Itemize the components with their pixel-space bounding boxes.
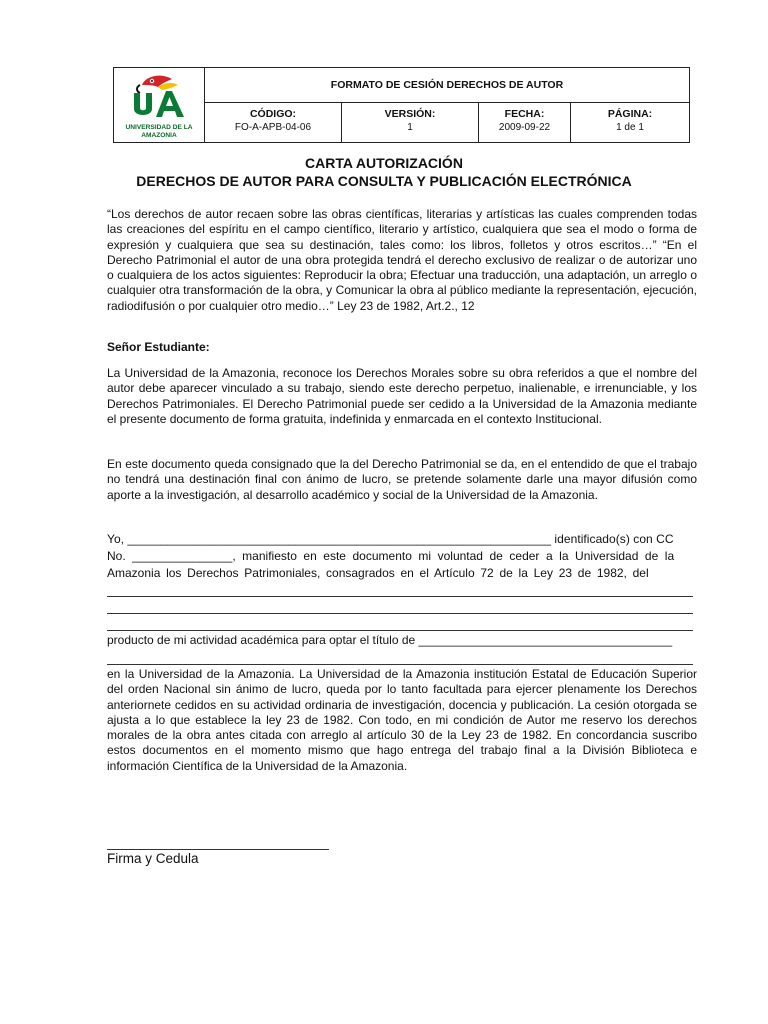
codigo-value: FO-A-APB-04-06 — [234, 122, 312, 133]
logo-caption-line2: AMAZONIA — [141, 132, 177, 139]
toucan-logo-icon — [128, 71, 190, 123]
university-logo — [114, 68, 205, 142]
fecha-cell — [479, 103, 571, 142]
fecha-value: 2009-09-22 — [498, 122, 551, 133]
version-cell — [342, 103, 479, 142]
version-label: VERSIÓN: — [384, 108, 436, 120]
paragraph-patrimonial-rights: En este documento queda consignado que la del Derecho Patrimonial se da, en el entendido de que el trabajo no tendrá una destinación final con ánimo de lucro, se pretende solamente darle una mayor difusión como aporte a la investigación, al desarrollo académico y social de la Universidad de la Amazonia. — [107, 457, 697, 502]
pagina-label: PÁGINA: — [607, 108, 653, 120]
document-header-table — [113, 67, 690, 143]
pagina-value: 1 de 1 — [616, 122, 644, 133]
form-line-titulo: producto de mi actividad académica para optar el título de ______________________________________ — [107, 633, 673, 647]
version-value: 1 — [407, 122, 413, 133]
fecha-label: FECHA: — [504, 108, 545, 120]
blank-line-3[interactable] — [107, 630, 693, 631]
salutation: Señor Estudiante: — [107, 340, 210, 354]
codigo-label: CÓDIGO: — [249, 108, 297, 120]
paragraph-moral-rights: La Universidad de la Amazonia, reconoce los Derechos Morales sobre su obra referidos a que el nombre del autor debe aparecer vinculado a su trabajo, siendo este derecho perpetuo, inalienable, e irrenunciable, y los Derechos Patrimoniales. El Derecho Patrimonial puede ser cedido a la Universidad de la Amazonia mediante el presente documento de forma gratuita, indefinida y enmarcada en el contexto Institucional. — [107, 366, 697, 426]
logo-caption — [125, 124, 192, 140]
form-title: FORMATO DE CESIÓN DERECHOS DE AUTOR — [205, 68, 689, 103]
document-subtitle: DERECHOS DE AUTOR PARA CONSULTA Y PUBLICACIÓN ELECTRÓNICA — [136, 173, 632, 189]
blank-line-4[interactable] — [107, 664, 693, 665]
pagina-cell — [571, 103, 689, 142]
blank-line-1[interactable] — [107, 596, 693, 597]
signature-line[interactable] — [107, 849, 329, 850]
logo-caption-line1: UNIVERSIDAD DE LA — [125, 124, 193, 131]
form-line-cc: No. _______________, manifiesto en este documento mi voluntad de ceder a la Universidad de la — [107, 549, 675, 563]
blank-line-2[interactable] — [107, 613, 693, 614]
codigo-cell — [205, 103, 342, 142]
paragraph-cesion: en la Universidad de la Amazonia. La Universidad de la Amazonia institución Estatal de Educación Superior del orden Nacional sin ánimo de lucro, queda por lo tanto facultada para ejercer plenamente los Derechos anteriornete cedidos en su actividad ordinaria de investigación, docencia y publicación. La cesión otorgada se ajusta a lo que establece la ley 23 de 1982. Con todo, en mi condición de Autor me reservo los derechos morales de la obra antes citada con arreglo al artículo 30 de la Ley 23 de 1982. En concordancia suscribo estos documentos en el momento mismo que hago entrega del trabajo final a la División Biblioteca e información Científica de la Universidad de la Amazonia. — [107, 667, 697, 773]
legal-quote: “Los derechos de autor recaen sobre las obras científicas, literarias y artísticas las cuales comprenden todas las creaciones del espíritu en el campo científico, literario y artístico, cualquiera que sea el modo o forma de expresión y cualquiera que sea su destinación, tales como: los libros, folletos y otros escritos…” “En el Derecho Patrimonial el autor de una obra protegida tendrá el derecho exclusivo de realizar o de autorizar uno o cualquiera de los actos siguientes: Reproducir la obra; Efectuar una traducción, una adaptación, un arreglo o cualquier otra transformación de la obra, y Comunicar la obra al público mediante la representación, ejecución, radiodifusión o por cualquier otro medio…” Ley 23 de 1982, Art.2., 12 — [107, 207, 697, 313]
form-line-name: Yo, _______________________________________________________________ identificado(s) con CC — [107, 532, 674, 546]
form-line-articulo: Amazonia los Derechos Patrimoniales, consagrados en el Artículo 72 de la Ley 23 de 1982, del — [107, 566, 649, 580]
document-title: CARTA AUTORIZACIÓN — [305, 155, 463, 171]
signature-label: Firma y Cedula — [107, 851, 199, 866]
